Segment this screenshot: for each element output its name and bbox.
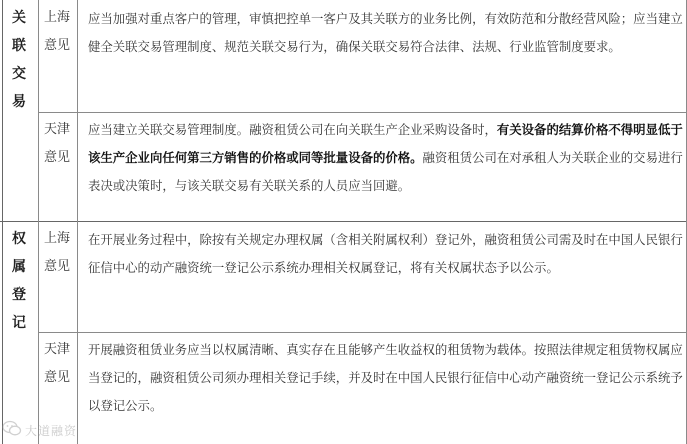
row-text [88,116,684,200]
row-text: 应当加强对重点客户的管理，审慎把控单一客户及其关联方的业务比例，有效防范和分散经营风险；应当建立健全关联交易管理制度、规范关联交易行为，确保关联交易符合法律、法规、行业监管制度要求。 [88,11,683,54]
row-divider [38,332,687,333]
column-divider [38,0,39,444]
source-label: 上海意见 [44,231,71,274]
source-label: 天津意见 [44,342,71,385]
category-label: 关联交易 [12,10,26,110]
row-text-emphasis: 有关设备的结算价格不得明显低于该生产企业向任何第三方销售的价格或同等批量设备的价格。 [88,122,683,165]
row-text-part: 融资租赁公司在对承租人为关联企业的交易进行表决或决策时，与该关联交易有关联关系的人员应当回避。 [88,150,683,193]
watermark [2,418,77,442]
row-divider [38,112,687,113]
row-text: 在开展业务过程中，除按有关规定办理权属（含相关附属权利）登记外，融资租赁公司需及时在中国人民银行征信中心的动产融资统一登记公示系统办理相关权属登记，将有关权属状态予以公示。 [88,232,683,275]
source-label: 上海意见 [44,10,71,53]
wechat-logo-icon [2,420,22,441]
watermark-text: 大道融资 [25,423,78,438]
row-text: 开展融资租赁业务应当以权属清晰、真实存在且能够产生收益权的租赁物为载体。按照法律规定租赁物权属应当登记的，融资租赁公司须办理相关登记手续，并及时在中国人民银行征信中心动产融资统一登记公示系统予以登记公示。 [88,342,683,413]
source-label: 天津意见 [44,122,71,165]
row-text-part: 应当建立关联交易管理制度。融资租赁公司在向关联生产企业采购设备时， [88,122,497,137]
section-divider [0,221,687,222]
column-divider [77,0,78,444]
column-divider [2,0,3,444]
category-label: 权属登记 [12,231,26,331]
